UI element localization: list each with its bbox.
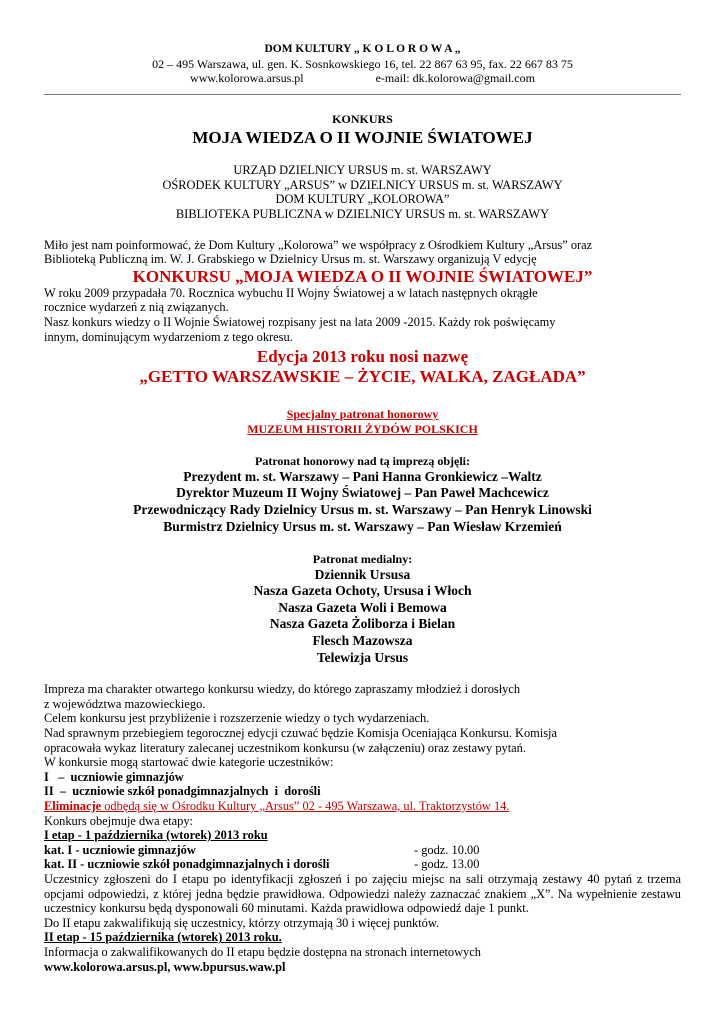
eliminations-line <box>44 799 681 814</box>
patron: Dyrektor Muzeum II Wojny Światowej – Pan Paweł Machcewicz <box>176 485 549 501</box>
contest-red-title: KONKURSU „MOJA WIEDZA O II WOJNIE ŚWIATOWEJ” <box>132 266 593 286</box>
text-line: Nad sprawnym przebiegiem tegorocznej edycji czuwać będzie Komisja Oceniająca Konkursu. Komisja <box>44 726 557 741</box>
stage1-category: kat. I - uczniowie gimnazjów <box>44 842 196 857</box>
text-line: rocznice wydarzeń z nią związanych. <box>44 300 229 315</box>
organizers-list <box>44 163 681 221</box>
text-line: z województwa mazowieckiego. <box>44 696 206 711</box>
letterhead <box>44 0 681 85</box>
media-patron: Nasza Gazeta Woli i Bemowa <box>278 599 447 615</box>
patron: Prezydent m. st. Warszawy – Pani Hanna Gronkiewicz –Waltz <box>183 468 542 484</box>
text-line: Celem konkursu jest przybliżenie i rozszerzenie wiedzy o tych wydarzeniach. <box>44 711 430 726</box>
media-patron: Nasza Gazeta Ochoty, Ursusa i Włoch <box>253 583 472 599</box>
stage2-title: II etap - 15 października (wtorek) 2013 roku. <box>44 930 282 945</box>
stage2-info: Informacja o zakwalifikowanych do II etapu będzie dostępna na stronach internetowych <box>44 944 481 959</box>
history-paragraph <box>44 286 681 344</box>
museum-name: MUZEUM HISTORII ŻYDÓW POLSKICH <box>247 422 478 437</box>
org-address: 02 – 495 Warszawa, ul. gen. K. Sosnkowskiego 16, tel. 22 867 63 95, fax. 22 667 83 75 <box>152 56 573 71</box>
edition-heading: Edycja 2013 roku nosi nazwę <box>256 347 469 367</box>
media-list <box>44 567 681 667</box>
media-patron: Flesch Mazowsza <box>312 633 413 649</box>
org-email: e-mail: dk.kolorowa@gmail.com <box>375 70 535 85</box>
text-line: W roku 2009 przypadała 70. Rocznica wybuchu II Wojny Światowej a w latach następnych okrągłe <box>44 285 538 300</box>
patron: Burmistrz Dzielnicy Ursus m. st. Warszawy – Pan Wiesław Krzemień <box>163 518 562 534</box>
main-title: MOJA WIEDZA O II WOJNIE ŚWIATOWEJ <box>192 128 533 148</box>
text-line: Biblioteką Publiczną im. W. J. Grabskiego w Dzielnicy Ursus m. st. Warszawy organizują V edycję <box>44 252 537 267</box>
rules-section <box>44 682 681 974</box>
konkurs-label: KONKURS <box>332 111 393 126</box>
organizer: URZĄD DZIELNICY URSUS m. st. WARSZAWY <box>233 163 492 178</box>
intro-paragraph <box>44 238 681 267</box>
eliminations-location: odbędą się w Ośrodku Kultury „Arsus” 02 - 495 Warszawa, ul. Traktorzystów 14. <box>101 799 510 813</box>
text-line: W konkursie mogą startować dwie kategorie uczestników: <box>44 755 334 770</box>
text-line: Nasz konkurs wiedzy o II Wojnie Światowej rozpisany jest na lata 2009 -2015. Każdy rok poświęcamy <box>44 314 556 329</box>
stage1-description: Uczestnicy zgłoszeni do I etapu po identyfikacji zgłoszeń i po zajęciu miejsc na sali otrzymają zestawy 40 pytań z trzema opcjami odpowiedzi, z której jedna będzie prawidłowa. Odpowiedzi należy zaznaczać znakiem „X”. Na wypełnienie zestawu uczestnicy konkursu będą dysponowali 60 minutami. Każda prawidłowa odpowiedź daje 1 punkt. <box>44 871 681 916</box>
text-line: opracowała wykaz literatury zalecanej uczestnikom konkursu (w załączeniu) oraz zestawy pytań. <box>44 740 526 755</box>
organizer: OŚRODEK KULTURY „ARSUS” w DZIELNICY URSUS m. st. WARSZAWY <box>162 177 563 192</box>
special-patronage-label: Specjalny patronat honorowy <box>286 407 439 422</box>
text-line: Miło jest nam poinformować, że Dom Kultury „Kolorowa” we współpracy z Ośrodkiem Kultury „Arsus” oraz <box>44 237 593 252</box>
websites-line: www.kolorowa.arsus.pl, www.bpursus.waw.pl <box>44 959 286 974</box>
text-line: innym, dominującym wydarzeniom z tego okresu. <box>44 329 293 344</box>
org-name: DOM KULTURY „ K O L O R O W A „ <box>264 43 461 55</box>
header-divider <box>44 94 681 95</box>
patronage-header: Patronat honorowy nad tą imprezą objęli: <box>255 454 470 469</box>
eliminations-label: Eliminacje <box>44 799 102 813</box>
patrons-list <box>44 469 681 535</box>
text-line: Impreza ma charakter otwartego konkursu wiedzy, do którego zapraszamy młodzież i dorosłych <box>44 682 521 697</box>
stage1-time: - godz. 10.00 <box>414 842 480 857</box>
stages-intro: Konkurs obejmuje dwa etapy: <box>44 813 193 828</box>
media-patron: Telewizja Ursus <box>316 649 409 665</box>
media-patron: Dziennik Ursusa <box>314 566 411 582</box>
org-website: www.kolorowa.arsus.pl <box>190 70 304 85</box>
category-item: II – uczniowie szkół ponadgimnazjalnych i dorośli <box>44 784 321 799</box>
special-patronage <box>44 407 681 437</box>
organizer: BIBLIOTEKA PUBLICZNA w DZIELNICY URSUS m. st. WARSZAWY <box>175 206 550 221</box>
stage1-time: - godz. 13.00 <box>414 857 480 872</box>
stage1-title: I etap - 1 października (wtorek) 2013 roku <box>44 828 268 843</box>
patron: Przewodniczący Rady Dzielnicy Ursus m. st. Warszawy – Pan Henryk Linowski <box>133 501 592 517</box>
stage1-row <box>44 843 681 858</box>
stage1-row <box>44 857 681 872</box>
media-header: Patronat medialny: <box>312 552 413 567</box>
stage1-category: kat. II - uczniowie szkół ponadgimnazjalnych i dorośli <box>44 857 330 872</box>
category-item: I – uczniowie gimnazjów <box>44 769 184 784</box>
qualification-rule: Do II etapu zakwalifikują się uczestnicy, którzy otrzymają 30 i więcej punktów. <box>44 915 440 930</box>
media-patron: Nasza Gazeta Żoliborza i Bielan <box>269 616 456 632</box>
org-contact <box>44 71 681 85</box>
edition-title: „GETTO WARSZAWSKIE – ŻYCIE, WALKA, ZAGŁADA” <box>139 367 586 387</box>
organizer: DOM KULTURY „KOLOROWA” <box>275 192 450 207</box>
